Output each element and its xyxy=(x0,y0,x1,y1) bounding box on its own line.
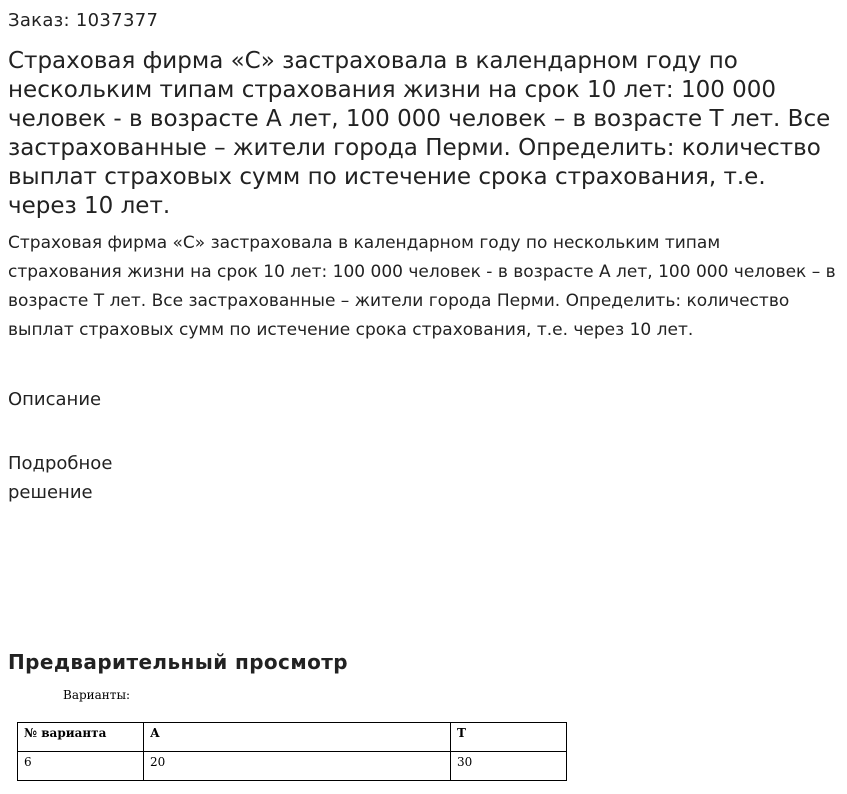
task-description-text: Страховая фирма «С» застраховала в календарном году по нескольким типам страхования жизни на срок 10 лет: 100 000 человек - в возрасте А лет, 100 000 человек – в возрасте Т лет. Все застрахованные – жители города Перми. Определить: количество выплат страховых сумм по истечение срока страхования, т.е. через 10 лет. xyxy=(8,233,836,340)
variants-label: Варианты: xyxy=(63,688,131,702)
order-number: Заказ: 1037377 xyxy=(8,10,159,31)
detailed-solution-tab[interactable]: Подробное решение xyxy=(8,453,113,503)
description-tab[interactable]: Описание xyxy=(8,389,102,410)
variants-table xyxy=(17,722,567,781)
table-header-row xyxy=(18,723,567,752)
table-cell-variant-number: 6 xyxy=(18,752,144,781)
table-cell-a: 20 xyxy=(144,752,451,781)
column-header-t: Т xyxy=(451,723,567,752)
page-title: Страховая фирма «С» застраховала в календарном году по нескольким типам страхования жизни на срок 10 лет: 100 000 человек - в возрасте А лет, 100 000 человек – в возрасте Т лет. Все застрахованные – жители города Перми. Определить: количество выплат страховых сумм по истечение срока страхования, т.е. через 10 лет. xyxy=(8,48,831,219)
column-header-a: А xyxy=(144,723,451,752)
table-cell-t: 30 xyxy=(451,752,567,781)
table-row xyxy=(18,752,567,781)
preview-title: Предварительный просмотр xyxy=(8,650,348,674)
column-header-variant-number: № варианта xyxy=(18,723,144,752)
